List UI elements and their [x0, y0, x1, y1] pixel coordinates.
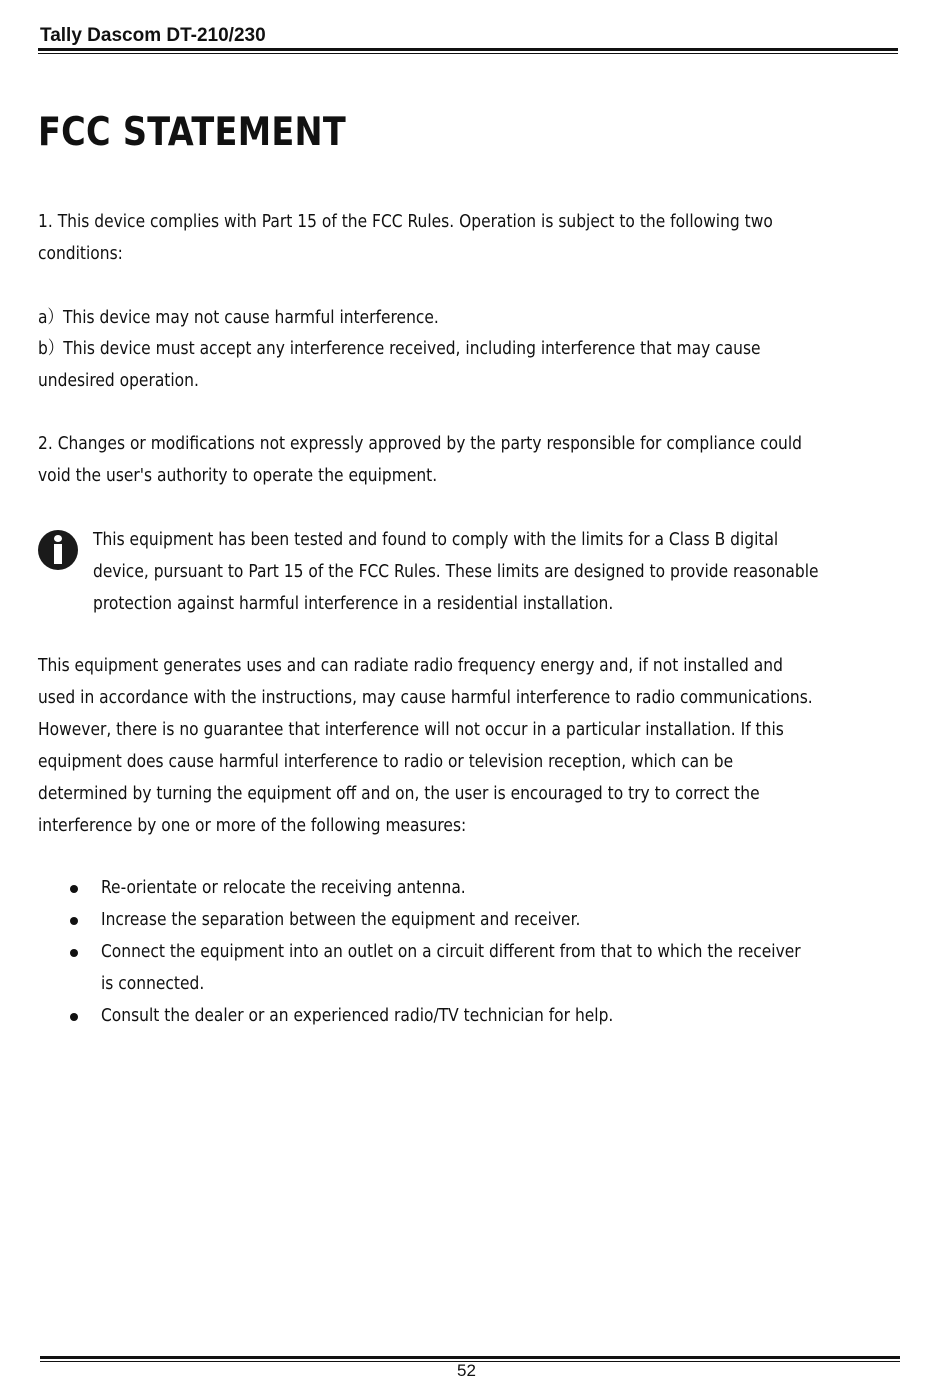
paragraph-2-line: void the user's authority to operate the equipment. [38, 465, 438, 486]
paragraph-3-line: This equipment generates uses and can radiate radio frequency energy and, if not installed and [38, 655, 783, 676]
paragraph-1-line: 1. This device complies with Part 15 of the FCC Rules. Operation is subject to the following two [38, 211, 773, 232]
page-number: 52 [457, 1361, 476, 1380]
paragraph-3-line: determined by turning the equipment off and on, the user is encouraged to try to correct the [38, 783, 760, 804]
bullet-icon [70, 1013, 78, 1021]
condition-a: a）This device may not cause harmful interference. [38, 307, 439, 328]
condition-b-cont: undesired operation. [38, 370, 199, 391]
measure-item: Connect the equipment into an outlet on a circuit different from that to which the receiver [101, 941, 801, 962]
condition-b: b）This device must accept any interference received, including interference that may cause [38, 338, 761, 359]
measure-item: Consult the dealer or an experienced radio/TV technician for help. [101, 1005, 614, 1026]
header-title: Tally Dascom DT-210/230 [40, 25, 266, 46]
note-line: This equipment has been tested and found to comply with the limits for a Class B digital [93, 529, 779, 550]
header-rule [38, 48, 898, 54]
bullet-icon [70, 949, 78, 957]
info-icon [38, 530, 78, 570]
measure-item: Increase the separation between the equipment and receiver. [101, 909, 581, 930]
page-title: FCC STATEMENT [38, 110, 346, 155]
measure-item-cont: is connected. [101, 973, 205, 994]
paragraph-1-line: conditions: [38, 243, 123, 264]
note-line: device, pursuant to Part 15 of the FCC Rules. These limits are designed to provide reasonable [93, 561, 819, 582]
bullet-icon [70, 885, 78, 893]
paragraph-3-line: However, there is no guarantee that interference will not occur in a particular installation. If this [38, 719, 784, 740]
paragraph-3-line: equipment does cause harmful interference to radio or television reception, which can be [38, 751, 734, 772]
paragraph-3-line: interference by one or more of the following measures: [38, 815, 467, 836]
note-line: protection against harmful interference in a residential installation. [93, 593, 614, 614]
paragraph-3-line: used in accordance with the instructions, may cause harmful interference to radio communications. [38, 687, 813, 708]
paragraph-2-line: 2. Changes or modifications not expressly approved by the party responsible for compliance could [38, 433, 802, 454]
bullet-icon [70, 917, 78, 925]
measure-item: Re-orientate or relocate the receiving antenna. [101, 877, 466, 898]
